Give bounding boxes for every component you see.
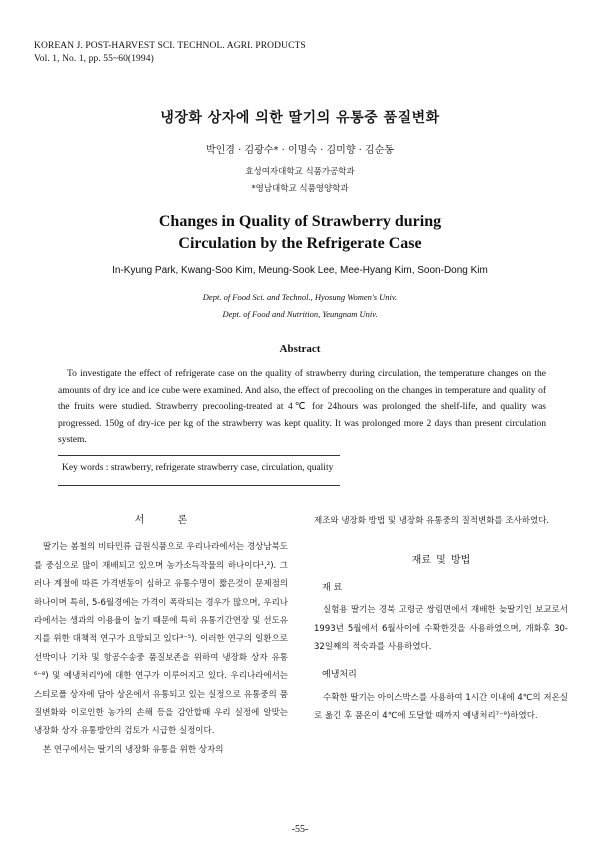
affiliation-english-1: Dept. of Food Sci. and Technol., Hyosung Women's Univ.	[202, 292, 398, 302]
journal-header	[34, 40, 306, 66]
title-english	[0, 211, 600, 255]
title-english-line-1: Changes in Quality of Strawberry during	[158, 213, 442, 230]
intro-paragraph-2: 본 연구에서는 딸기의 냉장화 유통을 위한 상자의	[43, 744, 224, 755]
methods-heading: 재료 및 방법	[411, 555, 471, 567]
affiliation-korean-1: 효성여자대학교 식품가공학과	[245, 167, 355, 177]
journal-volume: Vol. 1, No. 1, pp. 55~60(1994)	[34, 54, 154, 64]
keywords-rule-bottom	[58, 485, 340, 486]
intro-heading: 서 론	[134, 515, 188, 526]
keywords: Key words : strawberry, refrigerate strawberry case, circulation, quality	[62, 463, 334, 473]
abstract-text: To investigate the effect of refrigerate case on the quality of strawberry during circulation, the temperature changes on the amounts of dry ice and ice cube were examined. And also, the effect of precooling on the changes in temperature and quality of the fruits were studied. Strawberry precooling-treated at 4℃ for 24hours was prolonged the shelf-life, and quality was progressed. 150g of dry-ice per kg of the strawberry was kept quality. It was prolonged more 2 days than present circulation system.	[58, 369, 546, 446]
title-english-line-2: Circulation by the Refrigerate Case	[178, 235, 422, 252]
materials-text: 실험용 딸기는 경북 고령군 쌍림면에서 재배한 늦딸기인 보교로서 1993년 5월에서 6월사이에 수확한것을 사용하였으며, 개화후 30-32일째의 적숙과를 사용하였다.	[314, 605, 568, 653]
abstract-body	[58, 366, 546, 449]
right-column	[314, 512, 568, 726]
affiliation-korean-2: *영남대학교 식품영양학과	[251, 184, 349, 194]
intro-paragraph-1: 딸기는 봄철의 비타민류 급원식품으로 우리나라에서는 경상남북도를 중심으로 많이 재배되고 있으며 농가소득작물의 하나이다¹,²). 그러나 계절에 따른 가격변동이 심하고 유통수명이 짧은것이 문제점의 하나이며 특히, 5-6월경에는 가격이 폭락되는 경우가 많으며, 우리나라에서는 생과의 이용율이 높기 때문에 특히 유통기간연장 및 선도유지를 위한 대책적 연구가 요망되고 있다³⁻⁵). 이러한 연구의 일환으로 선박이나 기차 및 항공수송중 품질보존을 위하여 냉장화 상자 유통⁶⁻⁸) 및 예냉처리⁹)에 대한 연구가 이루어지고 있다. 우리나라에서는 스티로폴 상자에 담아 상온에서 유통되고 있는 실정으로 유통중의 품질변화와 이로인한 농가의 손해 등을 감안할때 우리 실정에 알맞는 냉장화 상자 유통방안의 검토가 시급한 실정이다.	[34, 542, 288, 737]
authors-korean: 박인경 · 김광수* · 이명숙 · 김미향 · 김순동	[205, 145, 395, 156]
materials-subheading: 재 료	[322, 582, 343, 593]
page-number: -55-	[291, 824, 309, 835]
authors-english: In-Kyung Park, Kwang-Soo Kim, Meung-Sook Lee, Mee-Hyang Kim, Soon-Dong Kim	[112, 265, 488, 276]
affiliations-korean	[0, 164, 600, 198]
journal-name: KOREAN J. POST-HARVEST SCI. TECHNOL. AGRI. PRODUCTS	[34, 41, 306, 51]
affiliation-english-2: Dept. of Food and Nutrition, Yeungnam Univ.	[222, 309, 378, 319]
precooling-subheading: 예냉처리	[322, 670, 357, 681]
keywords-rule-top	[58, 455, 340, 456]
precooling-text: 수확한 딸기는 아이스박스를 사용하여 1시간 이내에 4℃의 저온실로 옮긴 후 품온이 4℃에 도달할 때까지 예냉처리⁷⁻⁹)하였다.	[314, 692, 568, 722]
affiliations-english	[0, 289, 600, 323]
intro-continuation: 제조와 냉장화 방법 및 냉장화 유통중의 질적변화를 조사하였다.	[314, 516, 550, 526]
abstract-heading: Abstract	[279, 343, 321, 355]
title-korean: 냉장화 상자에 의한 딸기의 유통중 품질변화	[160, 110, 440, 126]
left-column	[34, 512, 288, 759]
